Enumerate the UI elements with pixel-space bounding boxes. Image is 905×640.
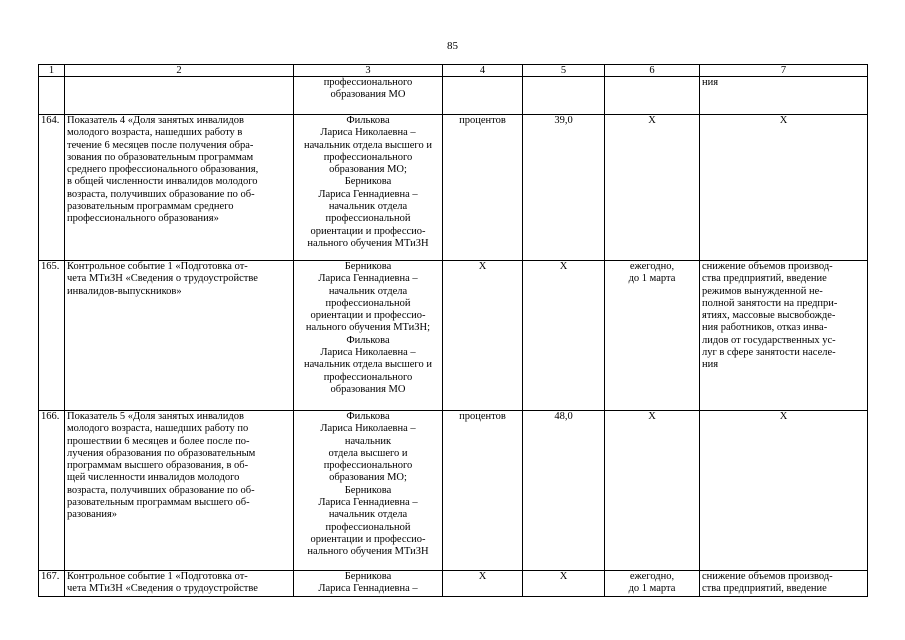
row-value: 39,0 xyxy=(523,115,605,261)
header-cell-2: 2 xyxy=(65,65,294,77)
row-deadline: ежегодно, до 1 марта xyxy=(605,571,700,597)
row-risks: ния xyxy=(700,77,868,115)
table-row xyxy=(39,77,868,115)
row-responsible: Филькова Лариса Николаевна – начальник отдела высшего и профессионального образования МО; Берникова Лариса Геннадиевна – начальник отдела профессиональной ориентации и профессио- нального обучения МТиЗН xyxy=(294,411,443,571)
row-number: 164. xyxy=(39,115,65,261)
row-value: 48,0 xyxy=(523,411,605,571)
header-cell-6: 6 xyxy=(605,65,700,77)
row-value: Х xyxy=(523,261,605,411)
row-deadline: Х xyxy=(605,115,700,261)
header-cell-3: 3 xyxy=(294,65,443,77)
row-value xyxy=(523,77,605,115)
table-row xyxy=(39,261,868,411)
row-responsible: Филькова Лариса Николаевна – начальник отдела высшего и профессионального образования МО; Берникова Лариса Геннадиевна – начальник отдела профессиональной ориентации и профессио- нального обучения МТиЗН xyxy=(294,115,443,261)
row-risks: снижение объемов производ- ства предприятий, введение xyxy=(700,571,868,597)
row-number: 165. xyxy=(39,261,65,411)
row-unit: Х xyxy=(443,261,523,411)
row-name: Контрольное событие 1 «Подготовка от- чета МТиЗН «Сведения о трудоустройстве инвалидов-выпускников» xyxy=(65,261,294,411)
row-risks: снижение объемов производ- ства предприятий, введение режимов вынужденной не- полной занятости на предпри- ятиях, массовые высвобожде- ния работников, отказ инва- лидов от государственных ус- луг в сфере занятости населе- ния xyxy=(700,261,868,411)
row-unit xyxy=(443,77,523,115)
row-risks: Х xyxy=(700,411,868,571)
plan-table xyxy=(38,64,868,597)
header-cell-4: 4 xyxy=(443,65,523,77)
row-name xyxy=(65,77,294,115)
row-name: Показатель 5 «Доля занятых инвалидов молодого возраста, нашедших работу по прошествии 6 месяцев и более после по- лучения образования по образовательным программам высшего образования, в об- щей численности инвалидов молодого возраста, получивших образование по об- разовательным программам высшего об- разования» xyxy=(65,411,294,571)
row-risks: Х xyxy=(700,115,868,261)
row-unit: процентов xyxy=(443,411,523,571)
row-deadline: ежегодно, до 1 марта xyxy=(605,261,700,411)
row-unit: процентов xyxy=(443,115,523,261)
row-responsible: Берникова Лариса Геннадиевна – xyxy=(294,571,443,597)
row-responsible: Берникова Лариса Геннадиевна – начальник отдела профессиональной ориентации и профессио- нального обучения МТиЗН; Филькова Лариса Николаевна – начальник отдела высшего и профессионального образования МО xyxy=(294,261,443,411)
header-cell-7: 7 xyxy=(700,65,868,77)
row-number: 167. xyxy=(39,571,65,597)
row-unit: Х xyxy=(443,571,523,597)
table-header-row xyxy=(39,65,868,77)
row-number xyxy=(39,77,65,115)
table-row xyxy=(39,115,868,261)
table-row xyxy=(39,411,868,571)
row-number: 166. xyxy=(39,411,65,571)
row-deadline xyxy=(605,77,700,115)
header-cell-5: 5 xyxy=(523,65,605,77)
row-deadline: Х xyxy=(605,411,700,571)
row-name: Контрольное событие 1 «Подготовка от- чета МТиЗН «Сведения о трудоустройстве xyxy=(65,571,294,597)
table-row xyxy=(39,571,868,597)
row-value: Х xyxy=(523,571,605,597)
page-number: 85 xyxy=(447,40,458,52)
row-name: Показатель 4 «Доля занятых инвалидов молодого возраста, нашедших работу в течение 6 месяцев после получения обра- зования по образовательным программам среднего профессионального образования, в общей численности инвалидов молодого возраста, получивших образование по об- разовательным программам среднего профессионального образования» xyxy=(65,115,294,261)
header-cell-1: 1 xyxy=(39,65,65,77)
row-responsible: профессионального образования МО xyxy=(294,77,443,115)
